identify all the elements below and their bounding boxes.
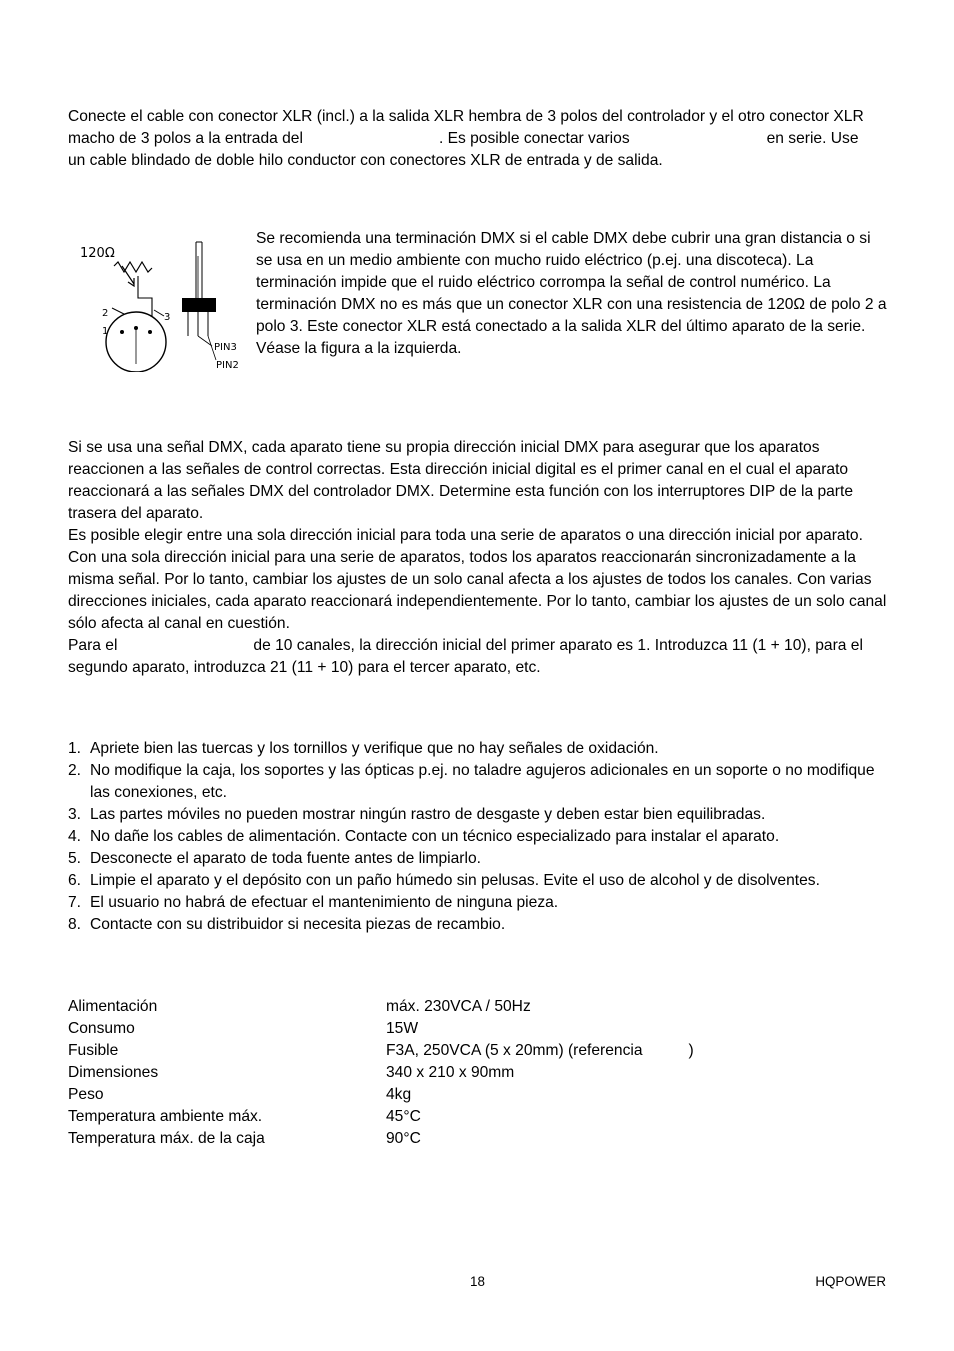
spec-value: 45°C — [386, 1108, 421, 1125]
pin-label-2: 2 — [102, 308, 109, 319]
xlr-connection-paragraph — [68, 106, 888, 172]
pin-label-1: 1 — [102, 326, 109, 337]
resistor-arrow — [122, 266, 134, 284]
dmx-termination-paragraph: Se recomienda una terminación DMX si el cable DMX debe cubrir una gran distancia o si se usa en un medio ambiente con mucho ruido eléctrico (p.ej. una discoteca). La terminación impide que el ruido eléctrico corrompa la señal de control numérico. La terminación DMX no es más que un conector XLR con una resistencia de 120Ω de polo 2 a polo 3. Este conector XLR está conectado a la salida XLR del último aparato de la serie. Véase la figura a la izquierda. — [256, 230, 887, 357]
pin-label-3: 3 — [164, 312, 171, 323]
spec-label: Peso — [68, 1086, 104, 1103]
spec-label: Alimentación — [68, 998, 158, 1015]
list-item: 6. Limpie el aparato y el depósito con un paño húmedo sin pelusas. Evite el uso de alcohol y de disolventes. — [68, 872, 820, 889]
list-item: 3. Las partes móviles no pueden mostrar ningún rastro de desgaste y deben estar bien equilibradas. — [68, 806, 766, 823]
page-number: 18 — [470, 1274, 485, 1289]
list-item: 4. No dañe los cables de alimentación. Contacte con un técnico especializado para instalar el aparato. — [68, 828, 780, 845]
intro-line-1: Conecte el cable con conector XLR (incl.) a la salida XLR hembra de 3 polos del controlador y el otro conector XLR — [68, 108, 864, 125]
list-item: 2. No modifique la caja, los soportes y las ópticas p.ej. no taladre agujeros adicionales en un soporte o no modifique las conexiones, etc. — [68, 762, 875, 801]
dmx-address-section — [68, 437, 888, 679]
spec-label: Temperatura máx. de la caja — [68, 1130, 265, 1147]
address-paragraph-3: Para el de 10 canales, la dirección inicial del primer aparato es 1. Introduzca 11 (1 + 10), para el segundo aparato, introduzca 21 (11 + 10) para el tercer aparato, etc. — [68, 637, 863, 676]
spec-row — [68, 1128, 888, 1150]
list-item: 1. Apriete bien las tuercas y los tornillos y verifique que no hay señales de oxidación. — [68, 740, 659, 757]
spec-value: máx. 230VCA / 50Hz — [386, 998, 531, 1015]
address-paragraph-1: Si se usa una señal DMX, cada aparato tiene su propia dirección inicial DMX para asegurar que los aparatos reaccionen a las señales de control correctas. Esta dirección inicial digital es el primer canal en el cual el aparato reaccionará a las señales DMX del controlador DMX. Determine esta función con los interruptores DIP de la parte trasera del aparato. — [68, 439, 853, 522]
resistor-zigzag — [114, 262, 152, 272]
cable-sleeve — [182, 298, 216, 312]
specifications-table — [68, 996, 888, 1150]
spec-value: 90°C — [386, 1130, 421, 1147]
list-item: 5. Desconecte el aparato de toda fuente antes de limpiarlo. — [68, 850, 481, 867]
list-item: 8. Contacte con su distribuidor si necesita piezas de recambio. — [68, 916, 506, 933]
maintenance-list — [68, 738, 888, 936]
spec-label: Fusible — [68, 1042, 119, 1059]
spec-value: 15W — [386, 1020, 419, 1037]
intro-line-2: macho de 3 polos a la entrada del . Es posible conectar varios en serie. Use — [68, 130, 859, 147]
spec-row — [68, 1040, 888, 1062]
spec-value: 4kg — [386, 1086, 412, 1103]
spec-label: Dimensiones — [68, 1064, 159, 1081]
spec-row — [68, 1106, 888, 1128]
spec-label: Temperatura ambiente máx. — [68, 1108, 263, 1125]
spec-value: F3A, 250VCA (5 x 20mm) (referencia ) — [386, 1042, 694, 1059]
spec-row — [68, 996, 888, 1018]
spec-label: Consumo — [68, 1020, 135, 1037]
address-paragraph-2: Es posible elegir entre una sola dirección inicial para toda una serie de aparatos o una dirección inicial por aparato. Con una sola dirección inicial para una serie de aparatos, todos los aparatos reaccionarán sincronizadamente a la misma señal. Por lo tanto, cambiar los ajustes de un solo canal afecta a los ajustes de todos los canales. Con varias direcciones iniciales, cada aparato reaccionará independientemente. Por lo tanto, cambiar los ajustes de un solo canal sólo afecta al canal en cuestión. — [68, 527, 887, 632]
pin2-label: PIN2 — [216, 360, 239, 371]
spec-row — [68, 1062, 888, 1084]
resistor-label: 120Ω — [80, 246, 115, 261]
pin3-label: PIN3 — [214, 342, 237, 353]
brand-name: HQPOWER — [815, 1274, 886, 1289]
spec-row — [68, 1084, 888, 1106]
spec-row — [68, 1018, 888, 1040]
spec-value: 340 x 210 x 90mm — [386, 1064, 515, 1081]
list-item: 7. El usuario no habrá de efectuar el mantenimiento de ninguna pieza. — [68, 894, 559, 911]
dmx-termination-figure — [72, 236, 248, 372]
intro-line-3: un cable blindado de doble hilo conductor con conectores XLR de entrada y de salida. — [68, 152, 663, 169]
